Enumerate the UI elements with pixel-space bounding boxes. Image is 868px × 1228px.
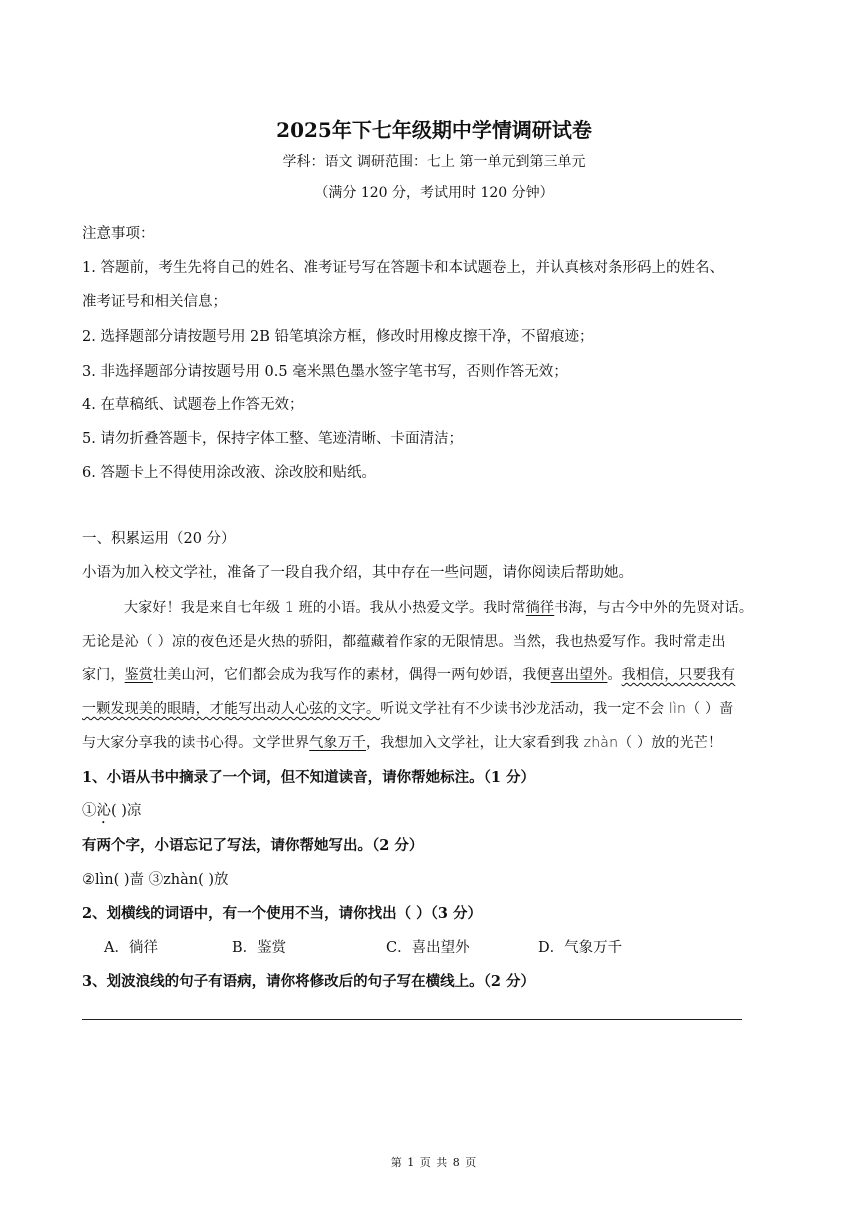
notice-item-1-cont: 准考证号和相关信息； [82, 294, 227, 310]
section1-heading: 一、积累运用（20 分） [82, 531, 236, 547]
notice-item-3: 3. 非选择题部分请按题号用 0.5 毫米黑色墨水签字笔书写，否则作答无效； [82, 364, 568, 380]
underlined-word-jianshang: 鉴赏 [124, 667, 154, 683]
notice-item-1: 1. 答题前，考生先将自己的姓名、准考证号写在答题卡和本试题卷上，并认真核对条形码上的姓名、 [82, 260, 724, 276]
passage-line-1: 大家好！我是来自七年级 1 班的小语。我从小热爱文学。我时常徜徉书海，与古今中外的先贤对话。 [124, 600, 754, 616]
question-2-options [104, 936, 814, 957]
question-1: 1、小语从书中摘录了一个词，但不知道读音，请你帮她标注。（1 分） [82, 769, 535, 786]
option-b[interactable]: B．鉴赏 [232, 940, 287, 956]
passage-line-5: 与大家分享我的读书心得。文学世界气象万千，我想加入文学社，让大家看到我 zhàn（ ）放的光芒！ [82, 735, 723, 751]
underlined-word-xichuwangwai: 喜出望外 [550, 667, 608, 683]
question-1b-item: ②lìn( )啬 ③zhàn( )放 [82, 872, 229, 888]
passage-line-3: 家门，鉴赏壮美山河，它们都会成为我写作的素材，偶得一两句妙语，我便喜出望外。我相信，只要我有 [82, 667, 736, 683]
notice-item-5: 5. 请勿折叠答题卡，保持字体工整、笔迹清晰、卡面清洁； [82, 431, 463, 447]
wavy-sentence-part-2: 一颗发现美的眼睛，才能写出动人心弦的文字。 [82, 701, 381, 717]
question-1b: 有两个字，小语忘记了写法，请你帮她写出。（2 分） [82, 837, 424, 854]
subject-line: 学科：语文 调研范围：七上 第一单元到第三单元 [282, 154, 586, 170]
question-3: 3、划波浪线的句子有语病，请你将修改后的句子写在横线上。（2 分） [82, 973, 535, 990]
underlined-word-qixiangwanqian: 气象万千 [309, 735, 367, 751]
option-a[interactable]: A．徜徉 [104, 940, 158, 956]
dotted-char: 沁 [96, 803, 111, 819]
passage-line-4: 一颗发现美的眼睛，才能写出动人心弦的文字。听说文学社有不少读书沙龙活动，我一定不会 lìn（ ）啬 [82, 701, 734, 717]
notice-item-2: 2. 选择题部分请按题号用 2B 铅笔填涂方框，修改时用橡皮擦干净，不留痕迹； [82, 329, 594, 345]
underlined-word-changyang: 徜徉 [525, 600, 555, 616]
option-d[interactable]: D．气象万千 [538, 940, 623, 956]
section1-intro: 小语为加入校文学社，准备了一段自我介绍，其中存在一些问题，请你阅读后帮助她。 [82, 565, 633, 581]
exam-title: 2025年下七年级期中学情调研试卷 [276, 118, 592, 142]
notice-heading: 注意事项： [82, 226, 155, 242]
question-2: 2、划横线的词语中，有一个使用不当，请你找出（ ）（3 分） [82, 905, 483, 922]
answer-line[interactable] [82, 1019, 742, 1020]
notice-item-4: 4. 在草稿纸、试题卷上作答无效； [82, 397, 304, 413]
passage-line-2: 无论是沁（ ）凉的夜色还是火热的骄阳，都蕴藏着作家的无限情思。当然，我也热爱写作。我时常走出 [82, 634, 726, 650]
question-1-item: ①沁( )凉 [82, 803, 142, 819]
wavy-sentence-part-1: 我相信，只要我有 [621, 667, 736, 683]
notice-item-6: 6. 答题卡上不得使用涂改液、涂改胶和贴纸。 [82, 465, 376, 481]
option-c[interactable]: C．喜出望外 [386, 940, 470, 956]
score-line: （满分 120 分，考试用时 120 分钟） [314, 185, 554, 201]
page-number: 第 1 页 共 8 页 [390, 1156, 478, 1169]
